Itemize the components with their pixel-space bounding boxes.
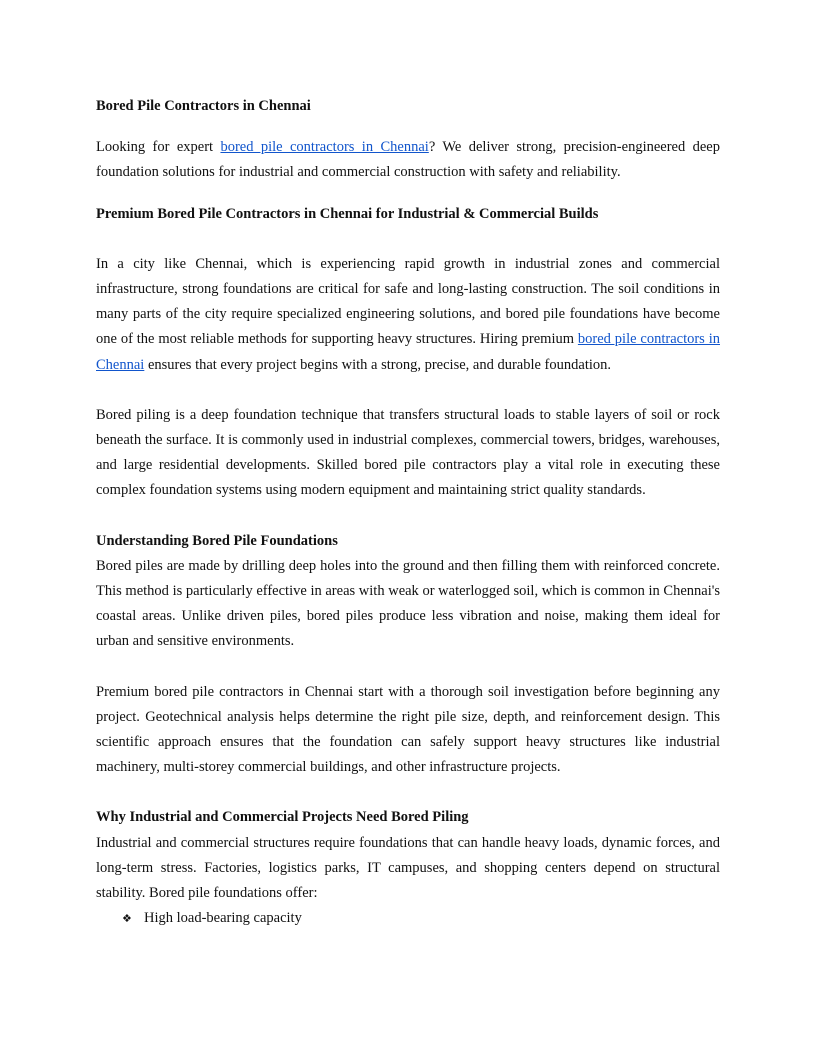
diamond-bullet-icon: ❖ [122,912,132,926]
list-item-text: High load-bearing capacity [144,910,302,927]
paragraph-chennai-growth [96,252,720,378]
paragraph-industrial-needs: Industrial and commercial structures require foundations that can handle heavy loads, dynamic forces, and long-term stress. Factories, logistics parks, IT campuses, and shopping centers depend on structural stability. Bored pile foundations offer: [96,834,720,902]
benefits-list [96,906,720,931]
intro-text-after: ? We deliver strong, precision-engineered deep foundation solutions for industrial and commercial construction with safety and reliability. [96,139,720,181]
para1-text-after: ensures that every project begins with a strong, precise, and durable foundation. [144,356,612,373]
paragraph-soil-investigation: Premium bored pile contractors in Chennai start with a thorough soil investigation before beginning any project. Geotechnical analysis helps determine the right pile size, depth, and reinforcement design. This scientific approach ensures that the foundation can safely support heavy structures like industrial machinery, multi-storey commercial buildings, and other infrastructure projects. [96,683,720,776]
para1-text-before: In a city like Chennai, which is experiencing rapid growth in industrial zones and commercial infrastructure, strong foundations are critical for safe and long-lasting construction. The soil conditions in many parts of the city require specialized engineering solutions, and bored pile foundations have become one of the most reliable methods for supporting heavy structures. Hiring premium [96,255,720,348]
premium-heading: Premium Bored Pile Contractors in Chennai for Industrial & Commercial Builds [96,205,599,222]
paragraph-bored-piles-made: Bored piles are made by drilling deep holes into the ground and then filling them with reinforced concrete. This method is particularly effective in areas with weak or waterlogged soil, which is common in Chennai's coastal areas. Unlike driven piles, bored piles produce less vibration and noise, making them ideal for urban and sensitive environments. [96,557,720,650]
intro-text-before: Looking for expert [96,139,221,156]
document-page [96,94,720,931]
why-heading: Why Industrial and Commercial Projects Need Bored Piling [96,809,469,826]
intro-paragraph [96,135,720,185]
paragraph-bored-piling: Bored piling is a deep foundation technique that transfers structural loads to stable layers of soil or rock beneath the surface. It is commonly used in industrial complexes, commercial towers, bridges, warehouses, and large residential developments. Skilled bored pile contractors play a vital role in executing these complex foundation systems using modern equipment and maintaining strict quality standards. [96,406,720,499]
document-title: Bored Pile Contractors in Chennai [96,98,311,114]
bored-pile-contractors-link-2[interactable]: bored pile contractors in Chennai [96,331,720,373]
understanding-heading: Understanding Bored Pile Foundations [96,532,338,549]
bored-pile-contractors-link[interactable]: bored pile contractors in Chennai [220,139,429,156]
list-item [122,906,720,931]
